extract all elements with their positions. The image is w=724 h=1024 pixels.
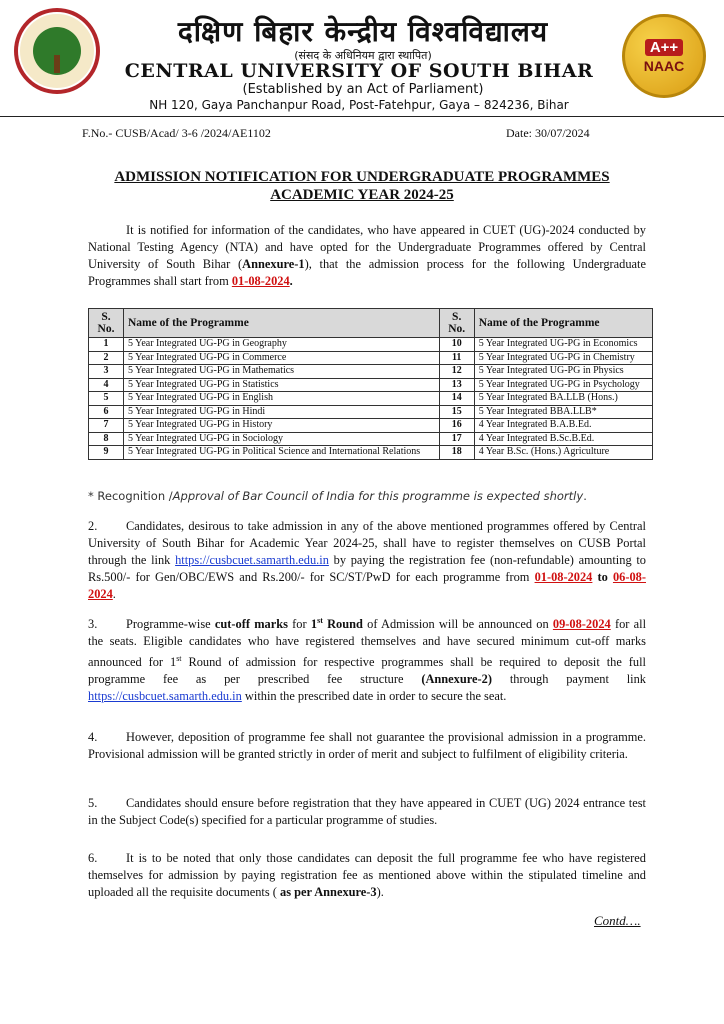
cutoff-announce-date: 09-08-2024 xyxy=(552,617,611,632)
table-header-row xyxy=(89,309,653,338)
round-label: Round xyxy=(322,617,363,632)
recognition-end: . xyxy=(583,489,587,503)
annexure-3-ref: as per Annexure-3 xyxy=(280,885,377,899)
paragraph-6 xyxy=(88,850,646,901)
naac-label: NAAC xyxy=(643,57,685,74)
table-row xyxy=(89,446,653,460)
paragraph-4 xyxy=(88,729,646,763)
para3-t2: for xyxy=(287,617,311,632)
cutoff-marks-label: cut-off marks xyxy=(214,617,288,632)
para4-number: 4. xyxy=(88,730,98,744)
continued-marker: Contd…. xyxy=(594,913,641,928)
programme-sno: 3 xyxy=(89,365,124,379)
naac-grade: A++ xyxy=(645,39,683,56)
table-row xyxy=(89,378,653,392)
payment-link[interactable]: https://cusbcuet.samarth.edu.in xyxy=(88,689,242,704)
programme-name: 5 Year Integrated UG-PG in Economics xyxy=(474,338,652,352)
registration-end-date: 06-08-2024 xyxy=(88,570,646,601)
para5-text: Candidates should ensure before registration that they have appeared in CUET (UG) 2024 entrance test in the Subject Code(s) specified for a particular programme of studies. xyxy=(88,796,646,827)
programme-sno: 7 xyxy=(89,419,124,433)
programme-sno: 8 xyxy=(89,432,124,446)
programme-name: 5 Year Integrated UG-PG in Statistics xyxy=(124,378,440,392)
para5-number: 5. xyxy=(88,796,98,810)
programme-sno: 13 xyxy=(439,378,474,392)
para2-end: . xyxy=(112,587,116,601)
table-row xyxy=(89,432,653,446)
programme-name: 5 Year Integrated UG-PG in Sociology xyxy=(124,432,440,446)
programme-sno: 12 xyxy=(439,365,474,379)
para1-text: It is notified for information of the candidates, who have appeared in CUET (UG)-2024 conducted by National Testing Agency (NTA) and have opted for the Undergraduate Programmes offered by Central University of South Bihar ( xyxy=(88,223,646,271)
annexure-1-ref: Annexure-1 xyxy=(242,257,305,271)
programme-sno: 5 xyxy=(89,392,124,406)
notice-heading xyxy=(60,168,664,204)
para3-t7: within the prescribed date in order to secure the seat. xyxy=(241,689,507,704)
recognition-text: Approval of Bar Council of India for this programme is expected shortly xyxy=(172,489,584,503)
programme-sno: 4 xyxy=(89,378,124,392)
table-row xyxy=(89,338,653,352)
table-row xyxy=(89,419,653,433)
registration-link[interactable]: https://cusbcuet.samarth.edu.in xyxy=(175,553,329,567)
programme-name: 5 Year Integrated UG-PG in History xyxy=(124,419,440,433)
table-row xyxy=(89,351,653,365)
programme-name: 4 Year Integrated B.A.B.Ed. xyxy=(474,419,652,433)
annexure-2-ref: (Annexure-2) xyxy=(421,672,492,687)
para6-number: 6. xyxy=(88,851,98,865)
programme-name: 5 Year Integrated UG-PG in Commerce xyxy=(124,351,440,365)
programme-sno: 9 xyxy=(89,446,124,460)
notice-date: Date: 30/07/2024 xyxy=(506,126,590,140)
established-hindi: (संसद के अधिनियम द्वारा स्थापित) xyxy=(294,49,432,62)
para2-number: 2. xyxy=(88,519,98,533)
university-logo xyxy=(14,8,100,94)
start-date: 01-08-2024 xyxy=(231,274,290,288)
recognition-note xyxy=(88,489,648,503)
round-sup-2: st xyxy=(176,654,182,664)
paragraph-1 xyxy=(88,222,646,290)
table-row xyxy=(89,405,653,419)
para2-text-2: by paying the registration fee (non-refundable) amounting to Rs.500/- for Gen/OBC/EWS and Rs.200/- for SC/ST/PwD for each programme from xyxy=(88,553,646,584)
university-name-hindi: दक्षिण बिहार केन्द्रीय विश्वविद्यालय xyxy=(177,15,549,48)
programme-sno: 17 xyxy=(439,432,474,446)
para3-t1: Programme-wise xyxy=(126,617,215,632)
registration-start-date: 01-08-2024 xyxy=(534,570,593,584)
tree-emblem-icon xyxy=(33,27,81,75)
recognition-prefix: * Recognition / xyxy=(88,489,173,503)
heading-line-2: ACADEMIC YEAR 2024-25 xyxy=(270,187,454,203)
programme-sno: 11 xyxy=(439,351,474,365)
university-name-english: CENTRAL UNIVERSITY OF SOUTH BIHAR xyxy=(124,60,594,82)
programme-sno: 18 xyxy=(439,446,474,460)
para3-t4: for all the seats. Eligible candidates who have registered themselves and have secured minimum cut-off marks announced for 1 xyxy=(88,617,647,670)
para4-text: However, deposition of programme fee shall not guarantee the provisional admission in a programme. Provisional admission will be granted strictly in order of merit and subject to fulfilment of eligibility criteria. xyxy=(88,730,646,761)
programme-name: 5 Year Integrated UG-PG in Geography xyxy=(124,338,440,352)
programme-sno: 14 xyxy=(439,392,474,406)
naac-badge xyxy=(622,14,706,98)
programme-sno: 6 xyxy=(89,405,124,419)
programme-name: 5 Year Integrated UG-PG in Mathematics xyxy=(124,365,440,379)
para1-text-2: ), that the admission process for the following Undergraduate Programmes shall start from xyxy=(88,257,646,288)
programme-name: 4 Year Integrated B.Sc.B.Ed. xyxy=(474,432,652,446)
paragraph-3 xyxy=(88,612,646,705)
programme-name: 5 Year Integrated BBA.LLB* xyxy=(474,405,652,419)
programme-name: 4 Year B.Sc. (Hons.) Agriculture xyxy=(474,446,652,460)
para3-t3: of Admission will be announced on xyxy=(362,617,553,632)
para1-end: . xyxy=(289,274,293,288)
established-line: (Established by an Act of Parliament) xyxy=(242,82,484,97)
programme-sno: 2 xyxy=(89,351,124,365)
programme-name: 5 Year Integrated UG-PG in Political Science and International Relations xyxy=(124,446,440,460)
programmes-table xyxy=(88,308,653,460)
col-sno-right: S. No. xyxy=(439,309,474,338)
para3-t5: Round of admission for respective programmes shall be required to deposit the full programme fee as per prescribed fee structure xyxy=(88,655,646,687)
round-sup: st xyxy=(317,616,323,625)
para3-number: 3. xyxy=(88,617,98,632)
programme-sno: 1 xyxy=(89,338,124,352)
programme-name: 5 Year Integrated BA.LLB (Hons.) xyxy=(474,392,652,406)
col-name-right: Name of the Programme xyxy=(474,309,652,338)
para2-text: Candidates, desirous to take admission in any of the above mentioned programmes offered by Central University of South Bihar for Academic Year 2024-25, shall have to register themselves on CUSB Portal through the link xyxy=(88,519,646,567)
file-number: F.No.- CUSB/Acad/ 3-6 /2024/AE1102 xyxy=(82,126,271,140)
para6-text: It is to be noted that only those candidates can deposit the full programme fee who have registered themselves for admission by paying registration fee as mentioned above within the stipulated timeline and uploaded all the requisite documents ( xyxy=(88,851,646,899)
header-divider xyxy=(0,116,724,117)
university-address: NH 120, Gaya Panchanpur Road, Post-Fatehpur, Gaya – 824236, Bihar xyxy=(149,98,569,112)
col-sno-left: S. No. xyxy=(89,309,124,338)
para2-to: to xyxy=(592,570,613,584)
programme-name: 5 Year Integrated UG-PG in Chemistry xyxy=(474,351,652,365)
para6-end: ). xyxy=(376,885,384,899)
heading-line-1: ADMISSION NOTIFICATION FOR UNDERGRADUATE PROGRAMMES xyxy=(114,169,610,185)
paragraph-2 xyxy=(88,518,646,603)
programme-name: 5 Year Integrated UG-PG in English xyxy=(124,392,440,406)
round-number: 1 xyxy=(310,617,318,632)
col-name-left: Name of the Programme xyxy=(124,309,440,338)
programme-sno: 10 xyxy=(439,338,474,352)
programme-name: 5 Year Integrated UG-PG in Physics xyxy=(474,365,652,379)
programme-name: 5 Year Integrated UG-PG in Hindi xyxy=(124,405,440,419)
paragraph-5 xyxy=(88,795,646,829)
para3-t6: through payment link xyxy=(492,672,647,687)
table-row xyxy=(89,392,653,406)
programme-sno: 15 xyxy=(439,405,474,419)
programme-sno: 16 xyxy=(439,419,474,433)
programme-name: 5 Year Integrated UG-PG in Psychology xyxy=(474,378,652,392)
table-row xyxy=(89,365,653,379)
